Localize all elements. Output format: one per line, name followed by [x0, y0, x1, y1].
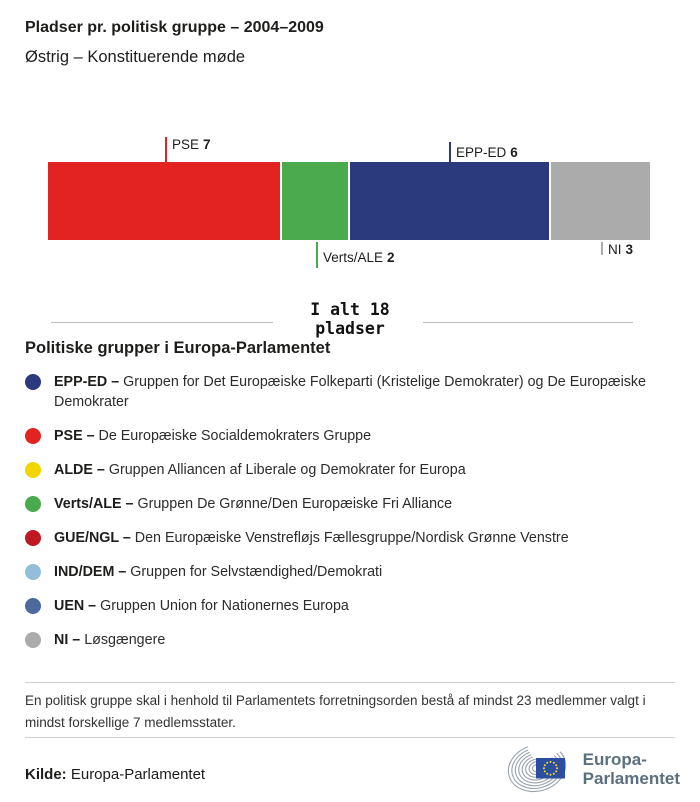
legend-item-ind-dem — [25, 562, 675, 582]
page-subtitle: Østrig – Konstituerende møde — [25, 48, 246, 66]
epp-ed-color-dot — [25, 374, 41, 390]
pse-color-dot — [25, 428, 41, 444]
pse-label-text: PSE — [172, 137, 200, 152]
total-seats-label — [260, 300, 440, 338]
verts-ale-color-dot — [25, 496, 41, 512]
legend-item-epp-ed — [25, 372, 675, 412]
footnote: En politisk gruppe skal i henhold til Parlamentets forretningsorden bestå af mindst 23 medlemmer valgt i mindst forskellige 7 medlemsstater. — [25, 693, 646, 730]
verts-ale-bar-label — [323, 250, 395, 265]
legend-item-alde — [25, 460, 675, 480]
legend-item-text: PSE – De Europæiske Socialdemokraters Gruppe — [54, 428, 372, 444]
legend-item-verts-ale — [25, 494, 675, 514]
uen-color-dot — [25, 598, 41, 614]
bar-segment-epp-ed — [350, 162, 549, 240]
pse-bar-label — [172, 137, 211, 152]
verts-ale-seat-count: 2 — [387, 250, 395, 265]
legend-list — [25, 372, 675, 664]
source-line — [25, 766, 205, 783]
ni-bar-label — [608, 242, 633, 257]
ni-seat-count: 3 — [625, 242, 634, 257]
total-seats-line1: I alt 18 — [310, 300, 390, 319]
bar-segment-pse — [48, 162, 280, 240]
legend-item-gue-ngl — [25, 528, 675, 548]
epp-ed-seat-count: 6 — [510, 145, 518, 160]
legend-item-text: UEN – Gruppen Union for Nationernes Europa — [54, 598, 349, 614]
logo-wordmark-line2: Parlamentet — [582, 769, 680, 788]
legend-item-text: IND/DEM – Gruppen for Selvstændighed/Demokrati — [54, 564, 383, 580]
legend-item-ni — [25, 630, 675, 650]
total-divider-left — [51, 322, 273, 323]
legend-item-text: ALDE – Gruppen Alliancen af Liberale og Demokrater for Europa — [54, 462, 466, 478]
footer-divider-top — [25, 682, 675, 683]
ni-tick-line — [601, 242, 603, 255]
total-divider-right — [423, 322, 633, 323]
gue-ngl-color-dot — [25, 530, 41, 546]
legend-item-text: EPP-ED – Gruppen for Det Europæiske Folkeparti (Kristelige Demokrater) og De Europæiske Demokrater — [54, 374, 646, 410]
epp-ed-label-text: EPP-ED — [456, 145, 507, 160]
ind-dem-color-dot — [25, 564, 41, 580]
parliament-hemicycle-icon — [506, 742, 574, 796]
logo-wordmark-line1: Europa- — [582, 749, 647, 769]
bar-segment-ni — [551, 162, 650, 240]
verts-ale-tick-line — [316, 242, 318, 268]
ni-label-text: NI — [608, 242, 622, 257]
pse-tick-line — [165, 137, 167, 162]
legend-item-text: Verts/ALE – Gruppen De Grønne/Den Europæiske Fri Alliance — [54, 496, 453, 512]
european-parliament-logo — [506, 742, 680, 796]
verts-ale-label-text: Verts/ALE — [323, 250, 384, 265]
page-title: Pladser pr. politisk gruppe – 2004–2009 — [25, 19, 324, 36]
source-label: Kilde: — [25, 766, 67, 783]
legend-item-text: GUE/NGL – Den Europæiske Venstrefløjs Fællesgruppe/Nordisk Grønne Venstre — [54, 530, 569, 546]
source-value: Europa-Parlamentet — [70, 766, 206, 783]
bar-segment-verts-ale — [282, 162, 348, 240]
ni-color-dot — [25, 632, 41, 648]
total-seats-line2: pladser — [315, 319, 385, 338]
legend-item-pse — [25, 426, 675, 446]
legend-item-uen — [25, 596, 675, 616]
logo-wordmark — [583, 750, 680, 789]
pse-seat-count: 7 — [203, 137, 211, 152]
stacked-seat-bar — [48, 162, 650, 240]
footer-divider-bottom — [25, 737, 675, 738]
legend-heading: Politiske grupper i Europa-Parlamentet — [25, 339, 331, 357]
alde-color-dot — [25, 462, 41, 478]
epp-ed-bar-label — [456, 145, 518, 160]
legend-item-text: NI – Løsgængere — [54, 632, 166, 648]
epp-ed-tick-line — [449, 142, 451, 162]
